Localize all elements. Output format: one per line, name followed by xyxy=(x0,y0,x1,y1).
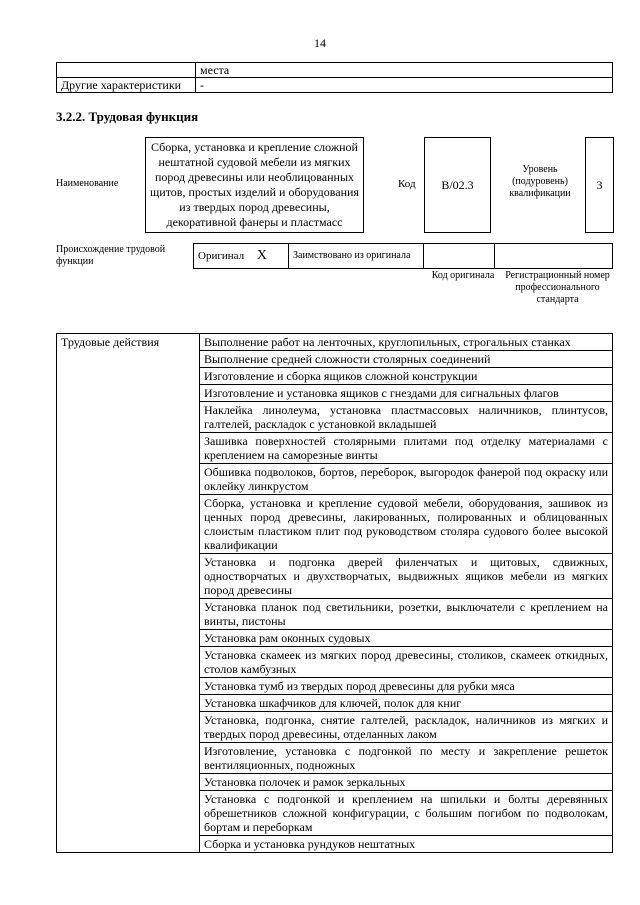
table-row xyxy=(57,334,613,351)
labor-action-item: Установка скамеек из мягких пород древесины, столиков, скамеек откидных, столов камбузных xyxy=(200,647,613,678)
name-label: Наименование xyxy=(56,178,119,189)
labor-action-item: Установка полочек и рамок зеркальных xyxy=(200,774,613,791)
table-cell-label xyxy=(57,63,196,78)
labor-action-item: Обшивка подволоков, бортов, переборок, выгородок фанерой под окраску или оклейку линкрустом xyxy=(200,464,613,495)
code-original-label: Код оригинала xyxy=(431,270,495,281)
table-row xyxy=(57,78,613,93)
function-code-box xyxy=(424,137,491,233)
origin-borrowed-label: Заимствовано из оригинала xyxy=(293,250,411,261)
origin-original-label: Оригинал xyxy=(198,250,245,262)
labor-action-item: Установка рам оконных судовых xyxy=(200,630,613,647)
characteristics-table xyxy=(56,62,613,93)
qualification-level-label: Уровень (подуровень) квалификации xyxy=(509,164,571,199)
page-number: 14 xyxy=(314,36,326,50)
origin-original-mark: X xyxy=(256,248,267,263)
labor-action-item: Зашивка поверхностей столярными плитами под отделку материалами с креплением на саморезные винты xyxy=(200,433,613,464)
origin-original-cell xyxy=(194,244,289,269)
labor-action-item: Сборка, установка и крепление судовой мебели, оборудования, зашивок из ценных пород древесины, лакированных, полированных и облицованных слоистым пластиком плит под руководством столяра судового более высокой квалификации xyxy=(200,495,613,554)
labor-action-item: Выполнение работ на ленточных, круглопильных, строгальных станках xyxy=(200,334,613,351)
table-row xyxy=(57,63,613,78)
origin-label: Происхождение трудовой функции xyxy=(56,244,166,267)
labor-actions-header: Трудовые действия xyxy=(57,334,200,853)
qualification-level: 3 xyxy=(596,178,603,192)
table-cell-label: Другие характеристики xyxy=(57,78,196,93)
code-label: Код xyxy=(398,178,416,190)
labor-action-item: Изготовление и установка ящиков с гнездами для сигнальных флагов xyxy=(200,385,613,402)
function-code: B/02.3 xyxy=(441,178,474,192)
origin-table xyxy=(193,243,613,269)
table-cell-value: - xyxy=(196,78,613,93)
labor-action-item: Сборка и установка рундуков нештатных xyxy=(200,836,613,853)
labor-action-item: Наклейка линолеума, установка пластмассовых наличников, плинтусов, галтелей, раскладок с установкой вкладышей xyxy=(200,402,613,433)
origin-code-cell xyxy=(424,244,495,269)
origin-reg-cell xyxy=(495,244,613,269)
labor-action-item: Установка планок под светильники, розетки, выключатели с креплением на винты, пистоны xyxy=(200,599,613,630)
labor-action-item: Выполнение средней сложности столярных соединений xyxy=(200,351,613,368)
labor-action-item: Изготовление, установка с подгонкой по месту и закрепление решеток вентиляционных, подножных xyxy=(200,743,613,774)
labor-action-item: Установка с подгонкой и креплением на шпильки и болты деревянных обрешетников сложной конфигурации, с большим погибом по подволокам, бортам и переборкам xyxy=(200,791,613,836)
labor-actions-table xyxy=(56,333,613,853)
qualification-level-box xyxy=(585,137,614,233)
function-name: Сборка, установка и крепление сложной нештатной судовой мебели из мягких пород древесины или необлицованных щитов, простых изделий и оборудования из твердых пород древесины, декоративной фанеры и пластмасс xyxy=(150,140,359,229)
origin-borrowed-cell xyxy=(289,244,424,269)
labor-action-item: Установка и подгонка дверей филенчатых и щитовых, сдвижных, одностворчатых и двухстворчатых, выдвижных ящиков мебели из мягких пород древесины xyxy=(200,554,613,599)
function-name-box xyxy=(145,137,364,233)
labor-action-item: Изготовление и сборка ящиков сложной конструкции xyxy=(200,368,613,385)
labor-action-item: Установка, подгонка, снятие галтелей, раскладок, наличников из мягких и твердых пород древесины, отделанных лаком xyxy=(200,712,613,743)
registration-number-label: Регистрационный номер профессионального стандарта xyxy=(505,270,610,305)
section-title: 3.2.2. Трудовая функция xyxy=(56,109,199,124)
table-row xyxy=(194,244,613,269)
labor-action-item: Установка тумб из твердых пород древесины для рубки мяса xyxy=(200,678,613,695)
table-cell-value: места xyxy=(196,63,613,78)
labor-action-item: Установка шкафчиков для ключей, полок для книг xyxy=(200,695,613,712)
